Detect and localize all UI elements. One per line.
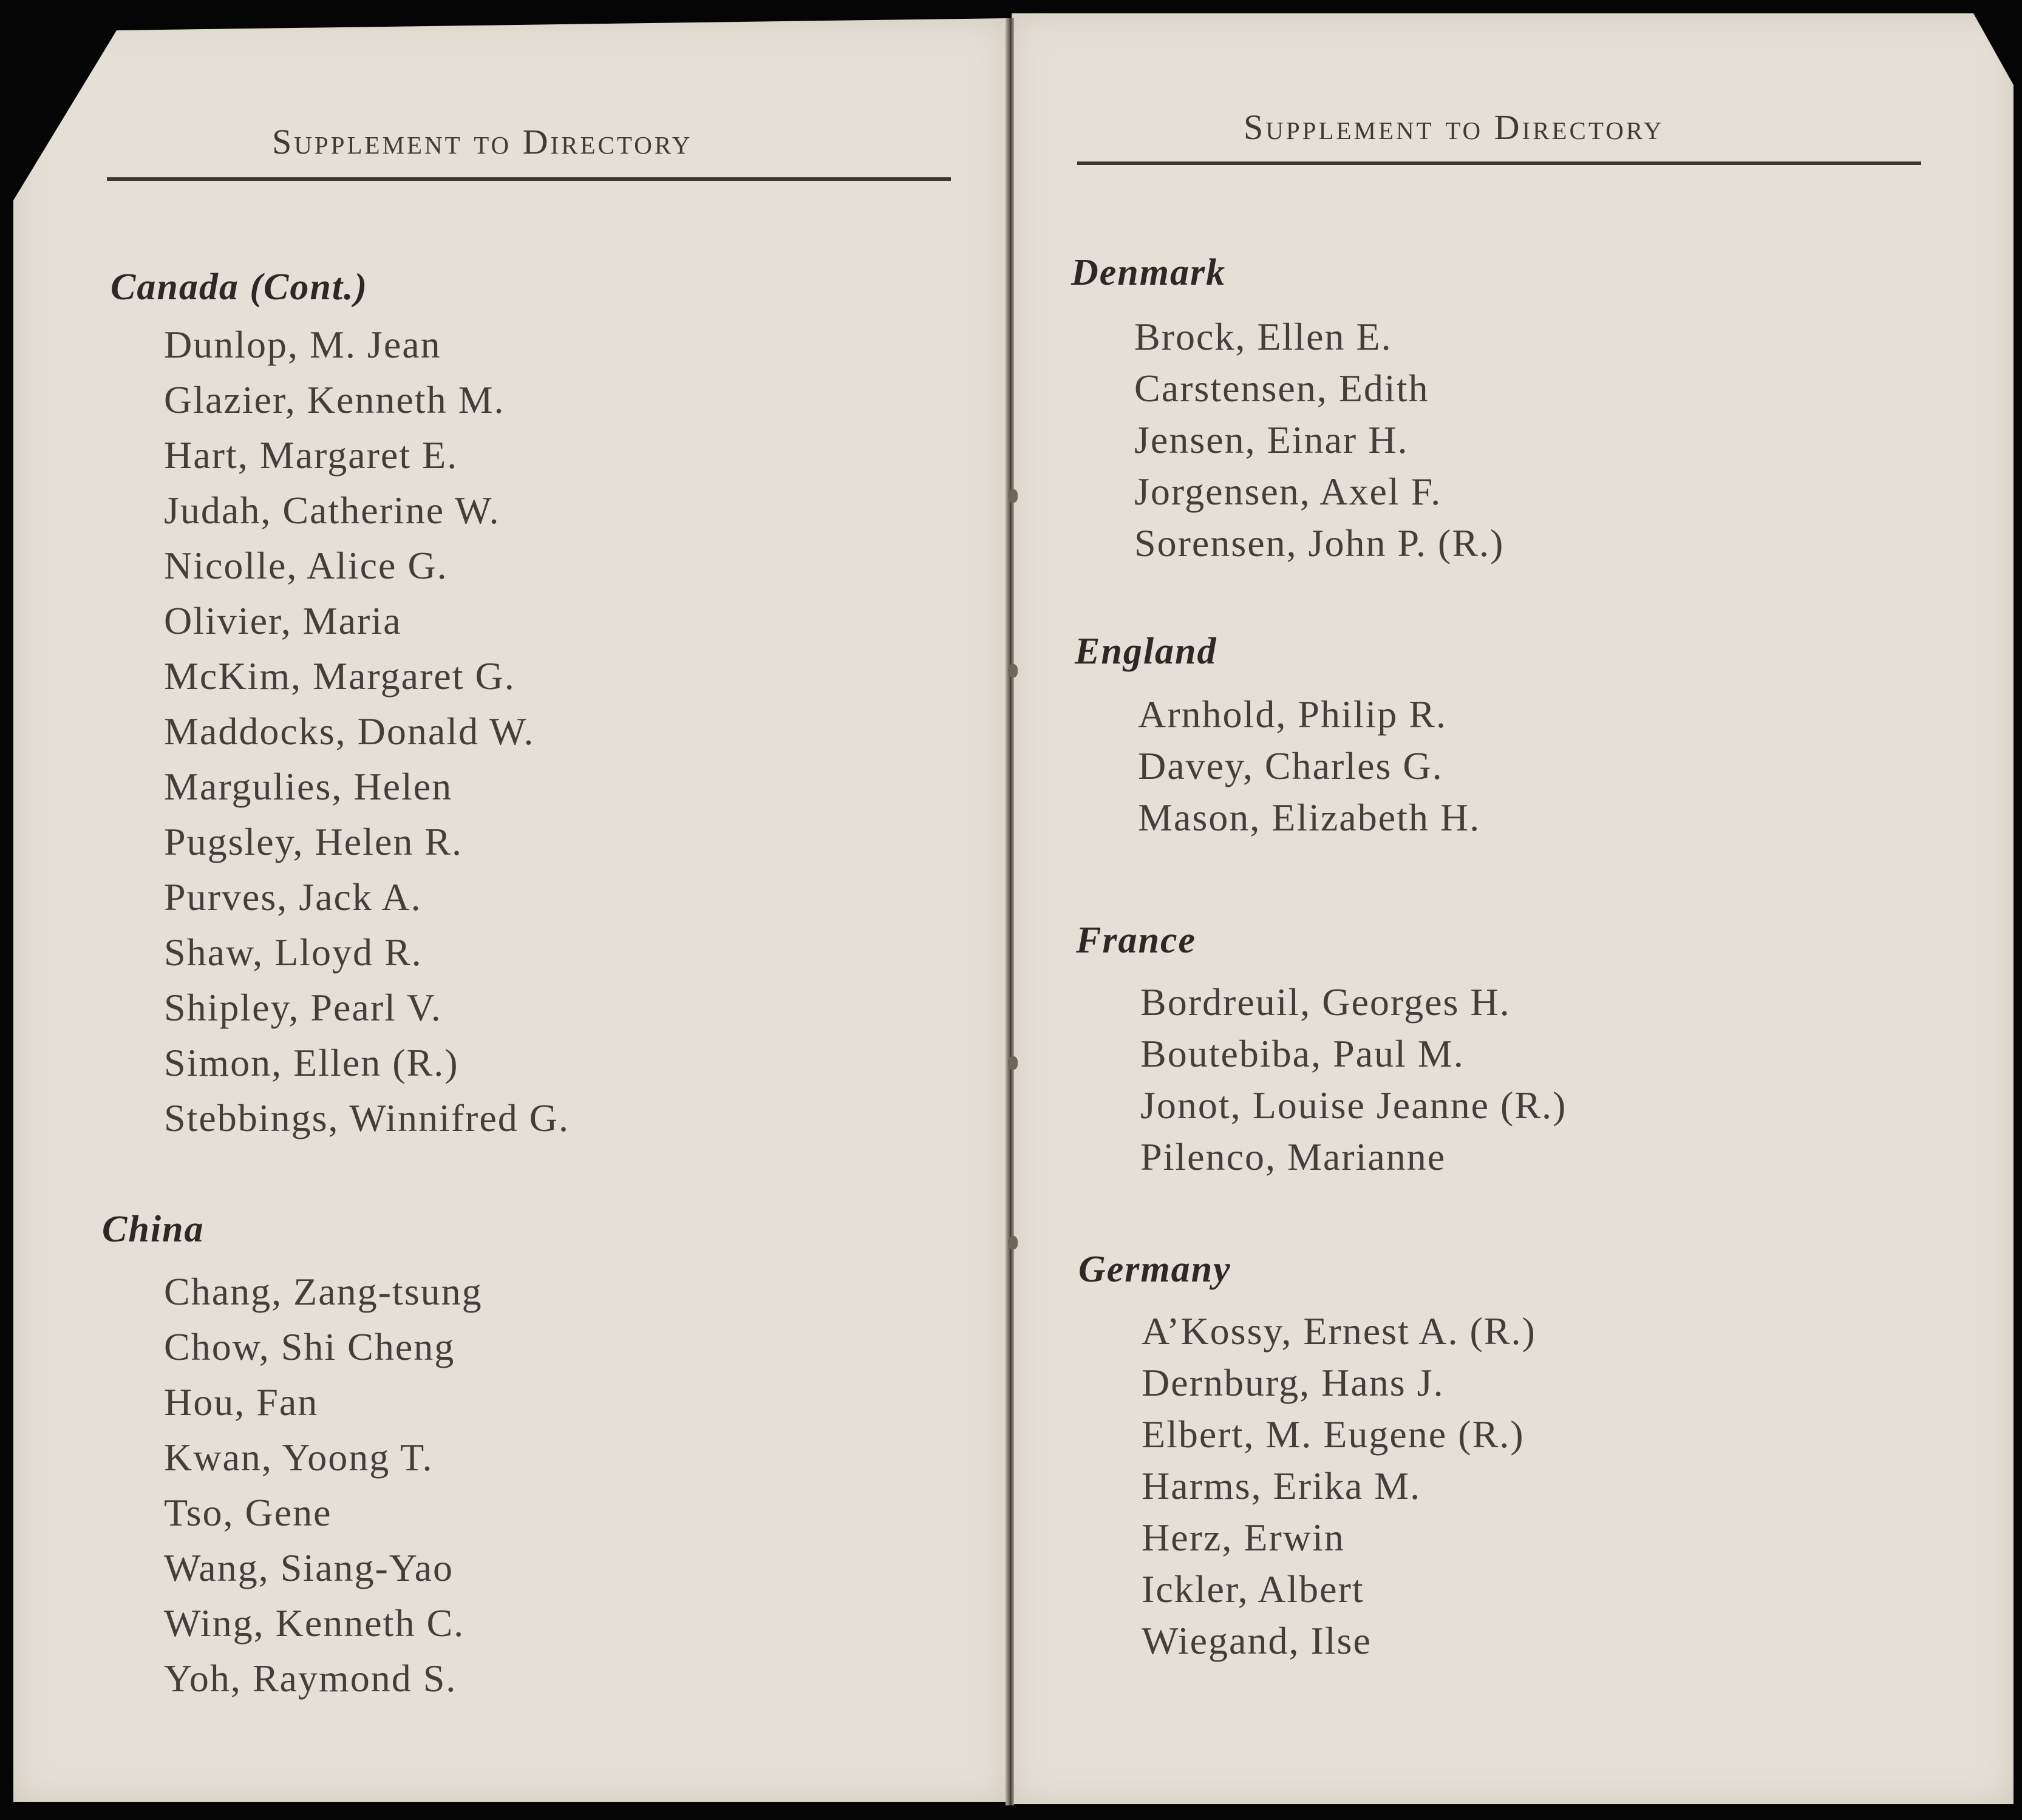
list-item: Davey, Charles G. — [1138, 744, 1443, 787]
name-list — [164, 1264, 483, 1706]
section-heading: Germany — [1078, 1249, 1231, 1290]
list-item: McKim, Margaret G. — [164, 654, 516, 698]
staple-icon — [1008, 1236, 1018, 1249]
list-item: Glazier, Kenneth M. — [164, 378, 505, 421]
list-item: Boutebiba, Paul M. — [1140, 1032, 1465, 1075]
name-list — [164, 317, 570, 1146]
list-item: Pilenco, Marianne — [1140, 1135, 1446, 1178]
list-item: Chang, Zang-tsung — [164, 1270, 483, 1313]
name-list — [1140, 976, 1567, 1183]
list-item: Jensen, Einar H. — [1134, 418, 1409, 461]
list-item: Yoh, Raymond S. — [164, 1657, 457, 1700]
list-item: Elbert, M. Eugene (R.) — [1142, 1413, 1525, 1456]
list-item: Jorgensen, Axel F. — [1134, 470, 1442, 513]
list-item: Bordreuil, Georges H. — [1140, 980, 1511, 1024]
list-item: Herz, Erwin — [1142, 1516, 1345, 1559]
list-item: Maddocks, Donald W. — [164, 710, 535, 753]
section-heading: France — [1076, 920, 1196, 961]
list-item: Wiegand, Ilse — [1142, 1619, 1372, 1662]
list-item: Carstensen, Edith — [1134, 367, 1429, 410]
list-item: Purves, Jack A. — [164, 875, 422, 918]
list-item: Hart, Margaret E. — [164, 433, 458, 477]
section-heading: Denmark — [1071, 252, 1227, 293]
list-item: Ickler, Albert — [1142, 1567, 1364, 1611]
list-item: Jonot, Louise Jeanne (R.) — [1140, 1084, 1567, 1127]
section-heading: England — [1075, 631, 1217, 672]
list-item: Hou, Fan — [164, 1380, 319, 1424]
list-item: Wing, Kenneth C. — [164, 1601, 465, 1645]
list-item: Arnhold, Philip R. — [1138, 693, 1447, 736]
list-item: Tso, Gene — [164, 1491, 332, 1534]
list-item: Shipley, Pearl V. — [164, 986, 442, 1029]
name-list — [1134, 311, 1504, 569]
list-item: Nicolle, Alice G. — [164, 544, 448, 587]
section-heading: China — [102, 1209, 205, 1250]
list-item: Simon, Ellen (R.) — [164, 1041, 459, 1084]
staple-icon — [1008, 664, 1018, 677]
list-item: Olivier, Maria — [164, 599, 402, 642]
list-item: Judah, Catherine W. — [164, 489, 500, 532]
right-running-head: Supplement to Directory — [1244, 107, 1664, 147]
list-item: Chow, Shi Cheng — [164, 1325, 455, 1368]
list-item: Mason, Elizabeth H. — [1138, 796, 1481, 839]
list-item: Dunlop, M. Jean — [164, 323, 441, 366]
right-header-rule — [1077, 161, 1921, 165]
staple-icon — [1008, 489, 1018, 503]
list-item: A’Kossy, Ernest A. (R.) — [1142, 1309, 1536, 1353]
list-item: Stebbings, Winnifred G. — [164, 1096, 570, 1139]
staple-icon — [1008, 1056, 1018, 1070]
list-item: Wang, Siang-Yao — [164, 1546, 454, 1589]
list-item: Dernburg, Hans J. — [1142, 1361, 1445, 1404]
name-list — [1142, 1305, 1536, 1666]
list-item: Margulies, Helen — [164, 765, 453, 808]
left-running-head: Supplement to Directory — [272, 122, 693, 161]
list-item: Brock, Ellen E. — [1134, 315, 1392, 358]
list-item: Shaw, Lloyd R. — [164, 931, 423, 974]
left-header-rule — [107, 177, 951, 181]
book-spine — [1006, 18, 1014, 1805]
list-item: Kwan, Yoong T. — [164, 1436, 434, 1479]
list-item: Pugsley, Helen R. — [164, 820, 463, 863]
section-heading: Canada (Cont.) — [111, 267, 369, 308]
name-list — [1138, 688, 1480, 843]
list-item: Sorensen, John P. (R.) — [1134, 521, 1505, 565]
list-item: Harms, Erika M. — [1142, 1464, 1421, 1507]
